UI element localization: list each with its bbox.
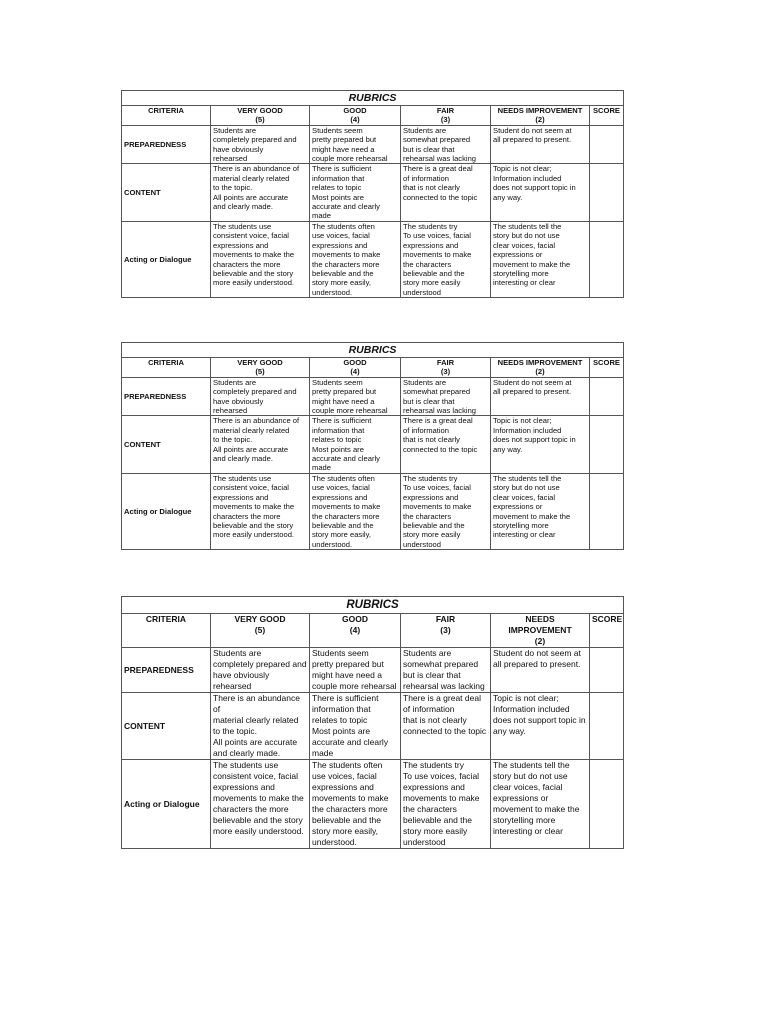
score-cell: [590, 164, 624, 221]
header-needs-improvement: NEEDS IMPROVEMENT (2): [491, 106, 590, 126]
needs-improvement-cell: Topic is not clear; Information included does not support topic in any way.: [491, 416, 590, 473]
score-cell: [590, 416, 624, 473]
good-cell: The students often use voices, facial expressions and movements to make the characters more believable and the story more easily, understood.: [310, 760, 401, 849]
table-row: [122, 693, 624, 760]
fair-cell: There is a great deal of information that is not clearly connected to the topic: [401, 164, 491, 221]
good-cell: Students seem pretty prepared but might have need a couple more rehearsal: [310, 648, 401, 693]
header-fair: FAIR (3): [401, 614, 491, 648]
header-criteria: CRITERIA: [122, 614, 211, 648]
table-row: [122, 473, 624, 549]
needs-improvement-cell: Student do not seem at all prepared to present.: [491, 648, 590, 693]
criteria-content: CONTENT: [122, 416, 211, 473]
good-cell: There is sufficient information that relates to topic Most points are accurate and clearly made: [310, 416, 401, 473]
table-row: [122, 648, 624, 693]
table-row: [122, 377, 624, 416]
rubric-title: RUBRICS: [122, 597, 624, 614]
needs-improvement-cell: Topic is not clear; Information included does not support topic in any way.: [491, 693, 590, 760]
very-good-cell: The students use consistent voice, facial expressions and movements to make the characters the more believable and the story more easily understood.: [211, 221, 310, 297]
very-good-cell: Students are completely prepared and have obviously rehearsed: [211, 377, 310, 416]
score-cell: [590, 693, 624, 760]
very-good-cell: Students are completely prepared and have obviously rehearsed: [211, 125, 310, 164]
very-good-cell: The students use consistent voice, facial expressions and movements to make the characters the more believable and the story more easily understood.: [211, 473, 310, 549]
criteria-acting-or-dialogue: Acting or Dialogue: [122, 760, 211, 849]
criteria-preparedness: PREPAREDNESS: [122, 377, 211, 416]
needs-improvement-cell: Topic is not clear; Information included does not support topic in any way.: [491, 164, 590, 221]
criteria-content: CONTENT: [122, 693, 211, 760]
score-cell: [590, 473, 624, 549]
score-cell: [590, 377, 624, 416]
very-good-cell: Students are completely prepared and have obviously rehearsed: [211, 648, 310, 693]
very-good-cell: There is an abundance of material clearly related to the topic. All points are accurate and clearly made.: [211, 164, 310, 221]
needs-improvement-cell: The students tell the story but do not use clear voices, facial expressions or movement to make the storytelling more interesting or clear: [491, 760, 590, 849]
score-cell: [590, 760, 624, 849]
needs-improvement-cell: Student do not seem at all prepared to present.: [491, 125, 590, 164]
score-cell: [590, 221, 624, 297]
header-very-good: VERY GOOD (5): [211, 358, 310, 378]
table-row: [122, 164, 624, 221]
needs-improvement-cell: The students tell the story but do not use clear voices, facial expressions or movement to make the storytelling more interesting or clear: [491, 473, 590, 549]
fair-cell: The students try To use voices, facial expressions and movements to make the characters believable and the story more easily understood: [401, 473, 491, 549]
fair-cell: There is a great deal of information that is not clearly connected to the topic: [401, 416, 491, 473]
header-score: SCORE: [590, 106, 624, 126]
fair-cell: Students are somewhat prepared but is clear that rehearsal was lacking: [401, 377, 491, 416]
very-good-cell: There is an abundance of material clearly related to the topic. All points are accurate and clearly made.: [211, 693, 310, 760]
fair-cell: Students are somewhat prepared but is clear that rehearsal was lacking: [401, 125, 491, 164]
rubric-table-1: [121, 90, 624, 298]
very-good-cell: The students use consistent voice, facial expressions and movements to make the characters the more believable and the story more easily understood.: [211, 760, 310, 849]
fair-cell: The students try To use voices, facial expressions and movements to make the characters believable and the story more easily understood: [401, 221, 491, 297]
score-cell: [590, 125, 624, 164]
very-good-cell: There is an abundance of material clearly related to the topic. All points are accurate and clearly made.: [211, 416, 310, 473]
table-row: [122, 416, 624, 473]
header-score: SCORE: [590, 614, 624, 648]
header-fair: FAIR (3): [401, 106, 491, 126]
good-cell: There is sufficient information that relates to topic Most points are accurate and clearly made: [310, 164, 401, 221]
needs-improvement-cell: Student do not seem at all prepared to present.: [491, 377, 590, 416]
rubric-title: RUBRICS: [122, 91, 624, 106]
header-criteria: CRITERIA: [122, 106, 211, 126]
table-row: [122, 221, 624, 297]
fair-cell: Students are somewhat prepared but is clear that rehearsal was lacking: [401, 648, 491, 693]
criteria-preparedness: PREPAREDNESS: [122, 648, 211, 693]
table-row: [122, 125, 624, 164]
header-score: SCORE: [590, 358, 624, 378]
header-needs-improvement: NEEDS IMPROVEMENT (2): [491, 358, 590, 378]
criteria-preparedness: PREPAREDNESS: [122, 125, 211, 164]
fair-cell: The students try To use voices, facial expressions and movements to make the characters believable and the story more easily understood: [401, 760, 491, 849]
good-cell: There is sufficient information that relates to topic Most points are accurate and clearly made: [310, 693, 401, 760]
criteria-acting-or-dialogue: Acting or Dialogue: [122, 473, 211, 549]
needs-improvement-cell: The students tell the story but do not use clear voices, facial expressions or movement to make the storytelling more interesting or clear: [491, 221, 590, 297]
rubric-table-3: [121, 596, 624, 849]
header-good: GOOD (4): [310, 106, 401, 126]
header-very-good: VERY GOOD (5): [211, 106, 310, 126]
score-cell: [590, 648, 624, 693]
header-very-good: VERY GOOD (5): [211, 614, 310, 648]
header-good: GOOD (4): [310, 358, 401, 378]
rubric-title: RUBRICS: [122, 343, 624, 358]
table-row: [122, 760, 624, 849]
good-cell: The students often use voices, facial expressions and movements to make the characters more believable and the story more easily, understood.: [310, 221, 401, 297]
criteria-content: CONTENT: [122, 164, 211, 221]
criteria-acting-or-dialogue: Acting or Dialogue: [122, 221, 211, 297]
header-criteria: CRITERIA: [122, 358, 211, 378]
header-needs-improvement: NEEDS IMPROVEMENT (2): [491, 614, 590, 648]
rubric-table-2: [121, 342, 624, 550]
good-cell: The students often use voices, facial expressions and movements to make the characters more believable and the story more easily, understood.: [310, 473, 401, 549]
fair-cell: There is a great deal of information that is not clearly connected to the topic: [401, 693, 491, 760]
header-good: GOOD (4): [310, 614, 401, 648]
good-cell: Students seem pretty prepared but might have need a couple more rehearsal: [310, 125, 401, 164]
header-fair: FAIR (3): [401, 358, 491, 378]
good-cell: Students seem pretty prepared but might have need a couple more rehearsal: [310, 377, 401, 416]
